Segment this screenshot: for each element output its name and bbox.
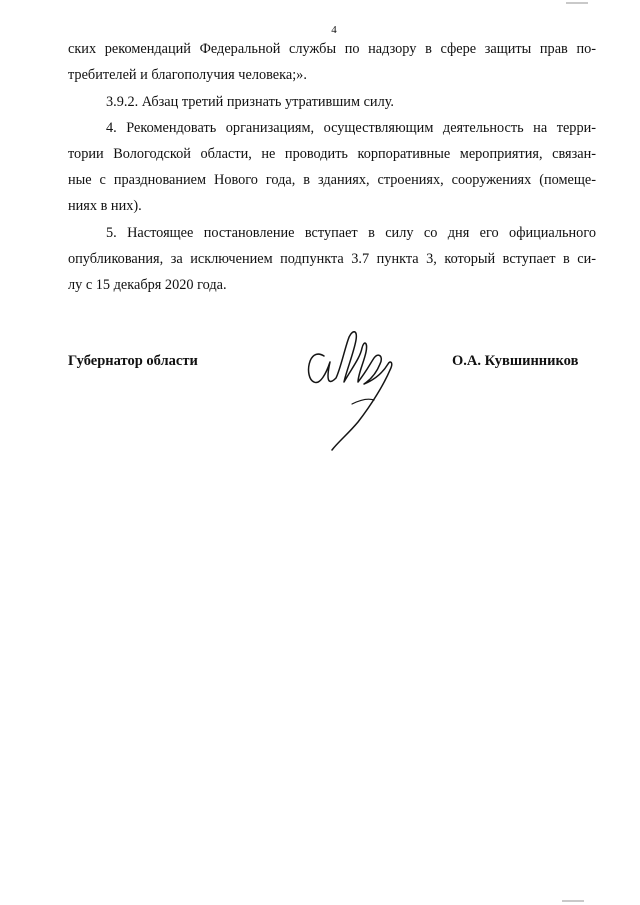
paragraph-4-line-2: тории Вологодской области, не проводить корпоративные мероприятия, связан- (68, 146, 596, 162)
body-line-2: требителей и благополучия человека;». (68, 67, 307, 83)
paragraph-5-line-1: 5. Настоящее постановление вступает в силу со дня его официального (106, 225, 596, 241)
body-line-1: ских рекомендаций Федеральной службы по надзору в сфере защиты прав по- (68, 41, 596, 57)
paragraph-4-line-4: ниях в них). (68, 198, 142, 214)
paragraph-3-9-2: 3.9.2. Абзац третий признать утратившим силу. (106, 94, 394, 110)
paragraph-5-line-3: лу с 15 декабря 2020 года. (68, 277, 227, 293)
paragraph-4-line-1: 4. Рекомендовать организациям, осуществляющим деятельность на терри- (106, 120, 596, 136)
page-number: 4 (331, 24, 337, 36)
scan-artifact-bottom (562, 900, 584, 902)
paragraph-5-line-2: опубликования, за исключением подпункта 3.7 пункта 3, который вступает в си- (68, 251, 596, 267)
governor-title: Губернатор области (68, 353, 198, 369)
handwritten-signature (298, 318, 408, 458)
paragraph-4-line-3: ные с празднованием Нового года, в зданиях, строениях, сооружениях (помеще- (68, 172, 596, 188)
governor-name: О.А. Кувшинников (452, 353, 579, 369)
scan-artifact-top (566, 2, 588, 4)
